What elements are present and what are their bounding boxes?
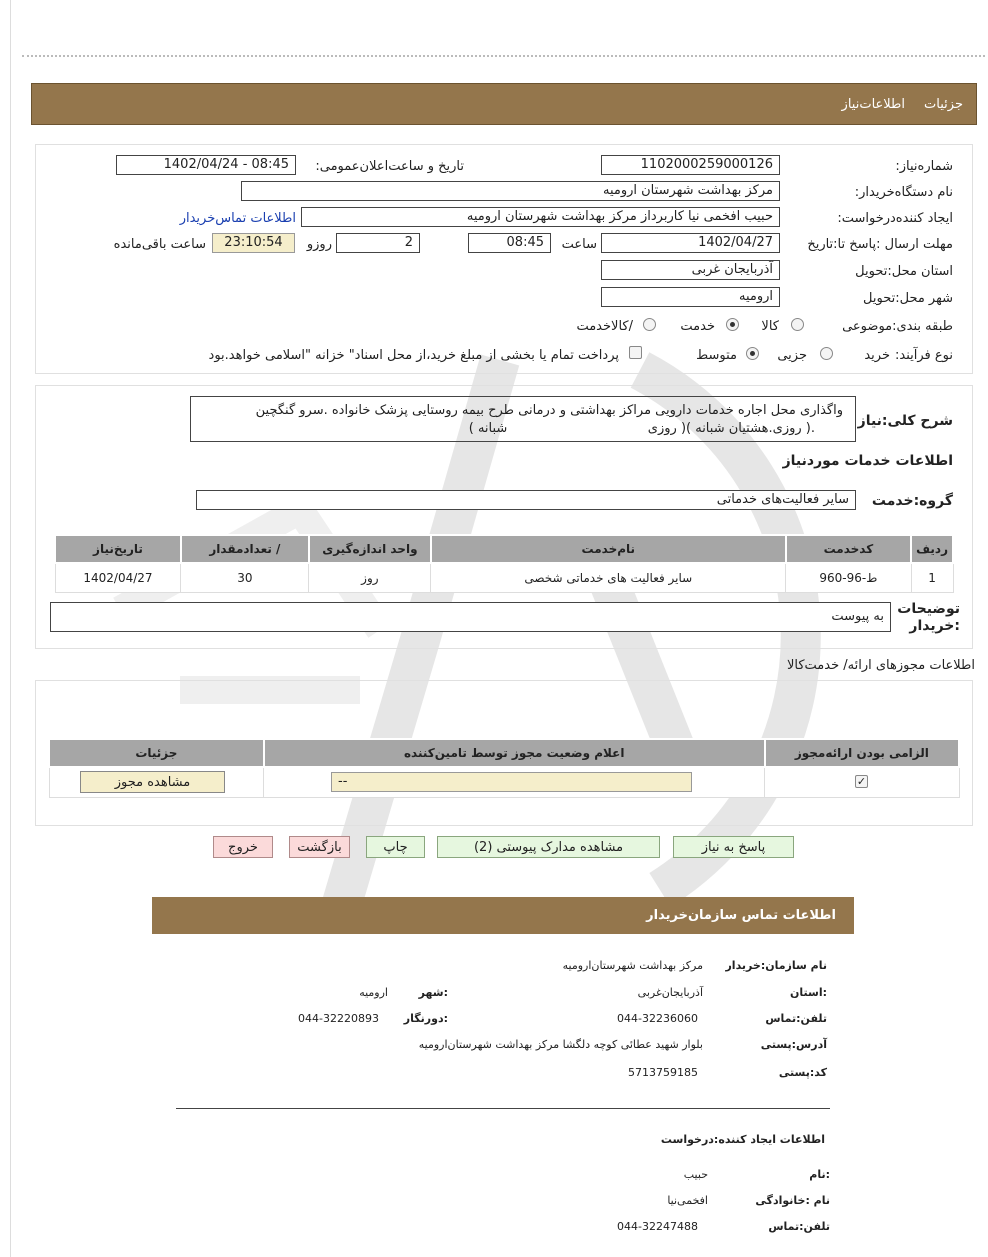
creator-name-value: حبیب bbox=[683, 1168, 708, 1181]
creator-label: ایجاد کننده‌درخواست: bbox=[837, 211, 953, 226]
top-dotted-divider bbox=[22, 55, 985, 57]
summary-box bbox=[190, 396, 856, 442]
cell-quantity: 30 bbox=[181, 563, 309, 593]
cell-unit: روز bbox=[309, 563, 431, 593]
creator-name-label: :نام bbox=[809, 1168, 830, 1181]
contact-province-label: :استان bbox=[790, 986, 827, 999]
col-row: ردیف bbox=[911, 535, 953, 563]
city-label: شهر محل:تحویل bbox=[863, 291, 953, 306]
buyer-org-label: نام دستگاه‌خریدار: bbox=[854, 185, 953, 200]
buyer-notes-label: توضیحات :خریدار bbox=[897, 601, 960, 634]
contact-address-value: بلوار شهید عطائی کوچه دلگشا مرکز بهداشت شهرستان‌ارومیه bbox=[418, 1038, 703, 1051]
contact-org-label: نام سازمان:خریدار bbox=[725, 959, 827, 972]
col-permit-status: اعلام وضعیت مجوز توسط تامین‌کننده bbox=[264, 739, 765, 767]
contact-phone-value: 044-32236060 bbox=[617, 1012, 698, 1025]
cell-service-name: سایر فعالیت های خدماتی شخصی bbox=[431, 563, 786, 593]
col-permit-details: جزئیات bbox=[49, 739, 264, 767]
col-unit: واحد اندازه‌گیری bbox=[309, 535, 431, 563]
contact-fax-value: 044-32220893 bbox=[298, 1012, 379, 1025]
view-attachments-button[interactable]: مشاهده مدارک پیوستی (2) bbox=[437, 836, 660, 858]
announce-label: تاریخ و ساعت‌اعلان‌عمومی: bbox=[315, 159, 464, 174]
province-field: آذربایجان غربی bbox=[601, 260, 780, 280]
permits-title: اطلاعات مجوزهای ارائه/ خدمت‌کالا bbox=[786, 658, 975, 673]
province-label: استان محل:تحویل bbox=[855, 264, 953, 279]
creator-field: حبیب افخمی نیا کاربرداز مرکز بهداشت شهرستان ارومیه bbox=[301, 207, 780, 227]
creator-phone-value: 044-32247488 bbox=[617, 1220, 698, 1233]
deadline-label: مهلت ارسال :پاسخ تا:تاریخ bbox=[807, 237, 953, 252]
print-button[interactable]: چاپ bbox=[366, 836, 425, 858]
category-label: طبقه بندی:موضوعی bbox=[842, 319, 953, 334]
services-title: اطلاعات خدمات موردنیاز bbox=[782, 453, 953, 469]
need-info-panel bbox=[35, 144, 973, 374]
contact-province-value: آذربایجان‌غربی bbox=[637, 986, 703, 999]
buyer-notes-field: به پیوست bbox=[50, 602, 891, 632]
contact-bar-title: اطلاعات تماس سازمان‌خریدار bbox=[646, 908, 836, 923]
contact-address-label: آدرس:پستی bbox=[760, 1038, 827, 1051]
contact-phone-label: تلفن:تماس bbox=[765, 1012, 827, 1025]
col-service-code: کدخدمت bbox=[786, 535, 911, 563]
services-table bbox=[54, 534, 954, 593]
creator-family-label: نام :خانوادگی bbox=[755, 1194, 830, 1207]
permit-required-checkbox[interactable]: ✓ bbox=[856, 775, 867, 788]
col-need-date: تاریخ‌نیاز bbox=[55, 535, 181, 563]
radio-medium[interactable] bbox=[746, 347, 759, 360]
radio-goods-service-label: /کالاخدمت bbox=[576, 319, 633, 334]
creator-family-value: افخمی‌نیا bbox=[667, 1194, 708, 1207]
deadline-time-label: ساعت bbox=[561, 237, 597, 252]
treasury-payment-label: پرداخت تمام یا بخشی از مبلغ خرید،از محل اسناد" خزانه "اسلامی خواهد.بود bbox=[208, 348, 619, 363]
radio-service-label: خدمت bbox=[680, 319, 715, 334]
radio-medium-label: متوسط bbox=[696, 348, 737, 363]
deadline-date-field: 1402/04/27 bbox=[601, 233, 780, 253]
days-label: روزو bbox=[306, 237, 332, 252]
radio-goods-label: کالا bbox=[761, 319, 779, 334]
service-group-field: سایر فعالیت‌های خدماتی bbox=[196, 490, 856, 510]
contact-postal-label: کد:پستی bbox=[778, 1066, 827, 1079]
col-permit-required: الزامی بودن ارائه‌مجوز bbox=[765, 739, 959, 767]
contact-fax-label: :دورنگار bbox=[403, 1012, 448, 1025]
left-guide-line bbox=[10, 0, 11, 1257]
treasury-payment-checkbox[interactable] bbox=[629, 346, 642, 359]
radio-minor-label: جزیی bbox=[777, 348, 807, 363]
process-type-label: نوع فرآیند: bbox=[895, 348, 953, 363]
contact-postal-value: 5713759185 bbox=[628, 1066, 698, 1079]
radio-goods-service[interactable] bbox=[643, 318, 656, 331]
buyer-org-field: مرکز بهداشت شهرستان ارومیه bbox=[241, 181, 780, 201]
back-button[interactable]: بازگشت bbox=[289, 836, 350, 858]
need-number-label: شماره‌نیاز: bbox=[895, 159, 953, 174]
contact-org-value: مرکز بهداشت شهرستان‌ارومیه bbox=[562, 959, 703, 972]
days-field: 2 bbox=[336, 233, 420, 253]
summary-label: شرح کلی:نیاز bbox=[857, 413, 953, 429]
city-field: ارومیه bbox=[601, 287, 780, 307]
process-buy-label: خرید bbox=[864, 348, 890, 363]
col-quantity: / تعدادمقدار bbox=[181, 535, 309, 563]
creator-info-title: اطلاعات ایجاد کننده:درخواست bbox=[660, 1133, 825, 1146]
cell-row: 1 bbox=[911, 563, 953, 593]
contact-city-label: :شهر bbox=[418, 986, 448, 999]
tab-details[interactable]: جزئیات bbox=[924, 97, 963, 112]
reply-button[interactable]: پاسخ به نیاز bbox=[673, 836, 794, 858]
section-header-bar bbox=[31, 83, 977, 125]
service-group-label: گروه:خدمت bbox=[871, 493, 953, 509]
exit-button[interactable]: خروج bbox=[213, 836, 273, 858]
view-permit-button[interactable]: مشاهده مجوز bbox=[80, 771, 225, 793]
summary-line-2: .( روزی.هشتیان شبانه )( روزی شبانه ) bbox=[468, 421, 815, 436]
contact-city-value: ارومیه bbox=[359, 986, 388, 999]
cell-service-code: ط-96-960 bbox=[786, 563, 911, 593]
radio-service[interactable] bbox=[726, 318, 739, 331]
contact-header-bar bbox=[152, 897, 854, 934]
radio-goods[interactable] bbox=[791, 318, 804, 331]
buyer-contact-link[interactable]: اطلاعات تماس‌خریدار bbox=[179, 211, 296, 226]
permit-status-field[interactable]: -- bbox=[331, 772, 692, 792]
radio-minor[interactable] bbox=[820, 347, 833, 360]
summary-line-1: واگذاری محل اجاره خدمات دارویی مراکز بهداشتی و درمانی طرح بیمه روستایی پزشک خانواده .سرو گنگچین bbox=[255, 403, 843, 418]
remaining-timer: 23:10:54 bbox=[212, 233, 295, 253]
col-service-name: نام‌خدمت bbox=[431, 535, 786, 563]
tab-need-info[interactable]: اطلاعات‌نیاز bbox=[841, 97, 905, 112]
table-row bbox=[55, 563, 953, 593]
cell-need-date: 1402/04/27 bbox=[55, 563, 181, 593]
announce-datetime-field: 1402/04/24 - 08:45 bbox=[116, 155, 296, 175]
deadline-time-field: 08:45 bbox=[468, 233, 551, 253]
contact-divider bbox=[176, 1108, 830, 1109]
creator-phone-label: تلفن:تماس bbox=[768, 1220, 830, 1233]
remaining-label: ساعت باقی‌مانده bbox=[113, 237, 206, 252]
need-number-field: 1102000259000126 bbox=[601, 155, 780, 175]
